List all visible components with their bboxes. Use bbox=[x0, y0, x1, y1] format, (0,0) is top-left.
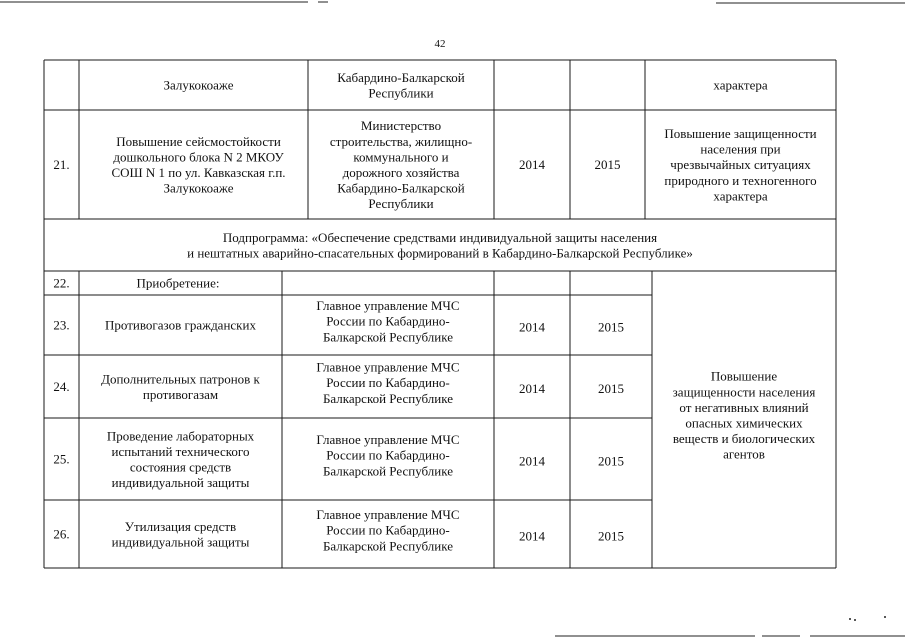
measure-name: состояния средств bbox=[129, 459, 232, 475]
expected-result: веществ и биологических bbox=[672, 431, 816, 447]
expected-result: защищенности населения bbox=[672, 384, 816, 400]
measure-name: СОШ N 1 по ул. Кавказская г.п. bbox=[111, 164, 286, 180]
executor: России по Кабардино- bbox=[326, 522, 450, 538]
end-year: 2015 bbox=[594, 157, 621, 173]
table-row bbox=[53, 298, 624, 344]
subprogram-heading bbox=[187, 230, 693, 261]
expected-result: Повышение защищенности bbox=[664, 125, 817, 141]
start-year: 2014 bbox=[519, 381, 545, 397]
start-year: 2014 bbox=[519, 319, 545, 335]
start-year: 2014 bbox=[519, 157, 545, 173]
executor: Кабардино-Балкарской bbox=[337, 69, 465, 85]
table-row bbox=[163, 70, 767, 101]
expected-result: от негативных влияний bbox=[679, 399, 809, 415]
measure-name: Повышение сейсмостойкости bbox=[116, 133, 281, 149]
measure-name: испытаний технического bbox=[111, 443, 250, 459]
executor: Республики bbox=[368, 85, 434, 101]
executor: Балкарской Республике bbox=[322, 390, 454, 406]
row-number: 26. bbox=[53, 526, 70, 542]
executor: России по Кабардино- bbox=[326, 313, 450, 329]
table-row bbox=[53, 360, 624, 406]
table-top-section bbox=[53, 70, 816, 211]
row-number: 21. bbox=[53, 157, 70, 173]
end-year: 2015 bbox=[598, 528, 624, 544]
measure-name: Залукокоаже bbox=[163, 180, 234, 196]
measure-name: Проведение лабораторных bbox=[106, 428, 255, 444]
executor: Главное управление МЧС bbox=[316, 432, 460, 448]
expected-result: чрезвычайных ситуациях bbox=[670, 157, 811, 173]
merged-result-cell bbox=[673, 369, 816, 462]
start-year: 2014 bbox=[519, 528, 545, 544]
measure-name: Утилизация средств bbox=[124, 518, 237, 534]
row-number: 23. bbox=[53, 317, 70, 333]
end-year: 2015 bbox=[598, 453, 624, 469]
subprogram-title-line: и нештатных аварийно-спасательных формирований в Кабардино-Балкарской Республике» bbox=[187, 245, 693, 261]
start-year: 2014 bbox=[519, 453, 545, 469]
measure-name: Противогазов гражданских bbox=[105, 317, 256, 333]
expected-result: характера bbox=[713, 77, 768, 93]
page-number: 42 bbox=[434, 38, 446, 50]
executor: коммунального и bbox=[353, 149, 449, 165]
table-row bbox=[53, 507, 624, 553]
subprogram-title-line: Подпрограмма: «Обеспечение средствами индивидуальной защиты населения bbox=[222, 229, 658, 245]
executor: Балкарской Республике bbox=[322, 463, 454, 479]
table-row bbox=[53, 428, 624, 490]
executor: России по Кабардино- bbox=[326, 375, 450, 391]
executor: строительства, жилищно- bbox=[329, 133, 473, 149]
measure-name: Приобретение: bbox=[136, 275, 220, 291]
executor: Балкарской Республике bbox=[322, 329, 454, 345]
row-number: 25. bbox=[53, 451, 70, 467]
row-number: 22. bbox=[53, 275, 70, 291]
expected-result: характера bbox=[713, 188, 768, 204]
executor: Главное управление МЧС bbox=[316, 359, 460, 375]
expected-result: природного и техногенного bbox=[664, 172, 817, 188]
measure-name: Залукокоаже bbox=[163, 77, 234, 93]
expected-result: опасных химических bbox=[685, 415, 803, 431]
executor: России по Кабардино- bbox=[326, 447, 450, 463]
executor: Балкарской Республике bbox=[322, 538, 454, 554]
executor: Министерство bbox=[360, 118, 442, 134]
measure-name: индивидуальной защиты bbox=[111, 475, 250, 491]
executor: Республики bbox=[368, 196, 434, 212]
executor: Кабардино-Балкарской bbox=[337, 180, 465, 196]
measure-name: противогазам bbox=[142, 386, 219, 402]
measure-name: Дополнительных патронов к bbox=[101, 371, 260, 387]
expected-result: Повышение bbox=[710, 368, 778, 384]
end-year: 2015 bbox=[598, 319, 624, 335]
executor: Главное управление МЧС bbox=[316, 298, 460, 314]
expected-result: населения при bbox=[700, 141, 781, 157]
row-number: 24. bbox=[53, 379, 70, 395]
executor: дорожного хозяйства bbox=[342, 164, 460, 180]
table-row bbox=[53, 118, 816, 211]
table-row bbox=[53, 276, 219, 291]
table-bottom-section bbox=[53, 276, 624, 554]
executor: Главное управление МЧС bbox=[316, 507, 460, 523]
measure-name: дошкольного блока N 2 МКОУ bbox=[113, 149, 284, 165]
expected-result: агентов bbox=[723, 446, 765, 462]
end-year: 2015 bbox=[598, 381, 624, 397]
measure-name: индивидуальной защиты bbox=[111, 534, 250, 550]
